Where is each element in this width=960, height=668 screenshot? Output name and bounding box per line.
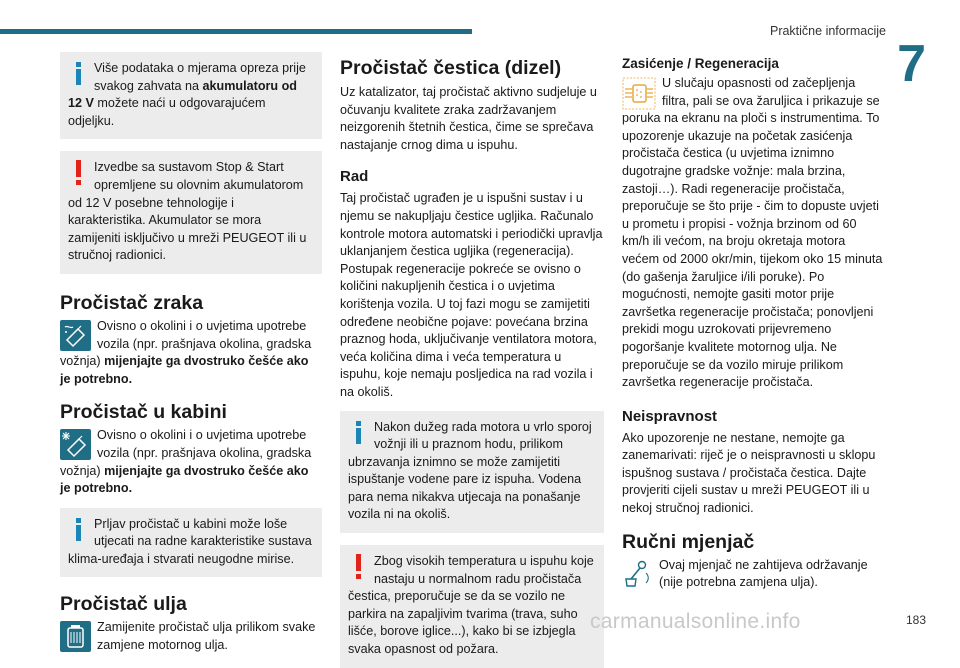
info-text: Nakon dužeg rada motora u vrlo sporoj vožnji ili u praznom hodu, prilikom ubrzavanja iznimno se može zamijetiti ispuštanje vodene pare iz ispuha. Vodena para nema nikakva utjecaja na ponašanje vozila ni na okoliš.: [348, 419, 592, 522]
gearbox-block: [622, 557, 884, 592]
chapter-number: 7: [897, 35, 926, 93]
air-filter-text-bold: mijenjajte ga dvostruko češće ako je potrebno.: [60, 354, 309, 386]
section-title: Praktične informacije: [769, 24, 886, 38]
saturation-text: U slučaju opasnosti od začepljenja filtra, pali se ova žaruljica i prikazuje se poruka na ekranu na ploči s instrumentima. To upozorenje ukazuje na početak zasićenja pročistača čestica (u uvjetima iznimno dugotrajne gradske vožnje: mala brzina, zastoji…). Radi regeneracije pročistača, preporučuje se što prije - čim to dopuste uvjeti u prometu i propisi - vožnja brzinom od 60 km/h ili većom, na broju okretaja motora većem od 2000 okr/min, tijekom oko 15 minuta (do gašenja žaruljice i/ili poruke). Po mogućnosti, nemojte gasiti motor prije završetka regeneracije pročistača; ponovljeni prekidi mogu uzrokovati prijevremeno pogoršanje kvalitete motornog ulja. Ne preporučuje se da vozilo miruje prilikom završetka regeneracije pročistača.: [622, 76, 883, 390]
fault-text: Ako upozorenje ne nestane, nemojte ga zanemarivati: riječ je o neispravnosti u sklopu ispušnog sustava / pročistača čestica. Dajte provjeriti cijeli sustav u mreži PEUGEOT ili u nekoj stručnoj radionici.: [622, 430, 876, 516]
oil-filter-icon: [60, 621, 91, 652]
air-filter-icon: [60, 320, 91, 351]
air-filter-text: Ovisno o okolini i o uvjetima upotrebe vozila (npr. prašnjava okolina, gradska vožnja): [60, 318, 312, 369]
info-box-battery: [60, 52, 322, 139]
oil-filter-block: [60, 619, 322, 654]
warning-text: Zbog visokih temperatura u ispuhu koje nastaju u normalnom radu pročistača čestica, preporučuje se da se vozilo ne parkira na zapaljivim tvarima (trava, suho lišće, borove iglice...), kako bi se izbjegla svaka opasnost od požara.: [348, 554, 594, 657]
saturation-block: [622, 75, 884, 392]
particle-filter-intro: Uz katalizator, taj pročistač aktivno sudjeluje u očuvanju kvalitete zraka zadržavanjem neizgorenih štetnih čestica, čime se sprečava nastajanje crnog dima u ispuhu.: [340, 85, 597, 152]
gearbox-text: Ovaj mjenjač ne zahtijeva održavanje (nije potrebna zamjena ulja).: [659, 557, 868, 590]
cabin-filter-heading: Pročistač u kabini: [60, 401, 227, 424]
cabin-filter-icon: [60, 429, 91, 460]
warning-box-fire: [340, 545, 604, 668]
column-middle: [340, 52, 604, 668]
warning-icon: [68, 159, 90, 185]
page-number: 183: [905, 613, 926, 627]
cabin-filter-block: [60, 427, 322, 497]
info-icon: [348, 419, 370, 445]
gearbox-heading: Ručni mjenjač: [622, 530, 755, 553]
cabin-filter-text: Ovisno o okolini i o uvjetima upotrebe vozila (npr. prašnjava okolina, gradska vožnja): [60, 428, 312, 478]
gear-stick-icon: [622, 559, 653, 590]
watermark: carmanualsonline.info: [590, 610, 801, 633]
warning-box-stop-start: [60, 151, 322, 274]
info-box-steam: [340, 411, 604, 534]
cabin-filter-text-bold: mijenjajte ga dvostruko češće ako je potrebno.: [60, 463, 309, 496]
column-left: [60, 52, 322, 655]
particle-filter-warning-icon: [622, 77, 656, 110]
warning-icon: [348, 553, 370, 579]
info-icon: [68, 516, 90, 542]
saturation-heading: Zasićenje / Regeneracija: [622, 56, 779, 71]
info-text: možete naći u odgovarajućem odjeljku.: [68, 96, 266, 128]
oil-filter-heading: Pročistač ulja: [60, 593, 187, 616]
header-accent-bar: [0, 29, 472, 34]
operation-text: Taj pročistač ugrađen je u ispušni sustav i u njemu se nakupljaju čestice ugljika. Računalo kontrole motora automatski i periodički upravlja uklanjanjem čestica ugljika (regeneracija). Postupak regeneracije pokreće se ovisno o količini nakupljenih čestica i o uvjetima korištenja vozila. U toj fazi mogu se zamijetiti određene neobične pojave: povećana brzina praznog hoda, uključivanje ventilatora motora, veća količina dima i veća temperatura u ispuhu, koje nemaju posljedica na rad vozila i na okoliš.: [340, 191, 603, 399]
air-filter-heading: Pročistač zraka: [60, 291, 204, 314]
column-right: [622, 52, 884, 592]
info-text-bold: akumulatoru od 12 V: [68, 78, 297, 111]
info-text: Prljav pročistač u kabini može loše utjecati na radne karakteristike sustava klima-uređaja i stvarati neugodne mirise.: [68, 516, 312, 566]
fault-heading: Neispravnost: [622, 407, 718, 425]
air-filter-block: [60, 318, 322, 388]
info-box-cabin-filter: [60, 508, 322, 578]
info-text: Više podataka o mjerama opreza prije svakog zahvata na: [94, 61, 306, 93]
oil-filter-text: Zamijenite pročistač ulja prilikom svake zamjene motornog ulja.: [97, 620, 316, 653]
particle-filter-heading: Pročistač čestica (dizel): [340, 57, 562, 79]
info-icon: [68, 60, 90, 86]
warning-text: Izvedbe sa sustavom Stop & Start opremljene su olovnim akumulatorom od 12 V posebne tehnologije i karakteristika. Akumulator se mora zamijeniti isključivo u mreži PEUGEOT ili u stručnoj radionici.: [68, 160, 307, 263]
operation-heading: Rad: [340, 168, 369, 186]
